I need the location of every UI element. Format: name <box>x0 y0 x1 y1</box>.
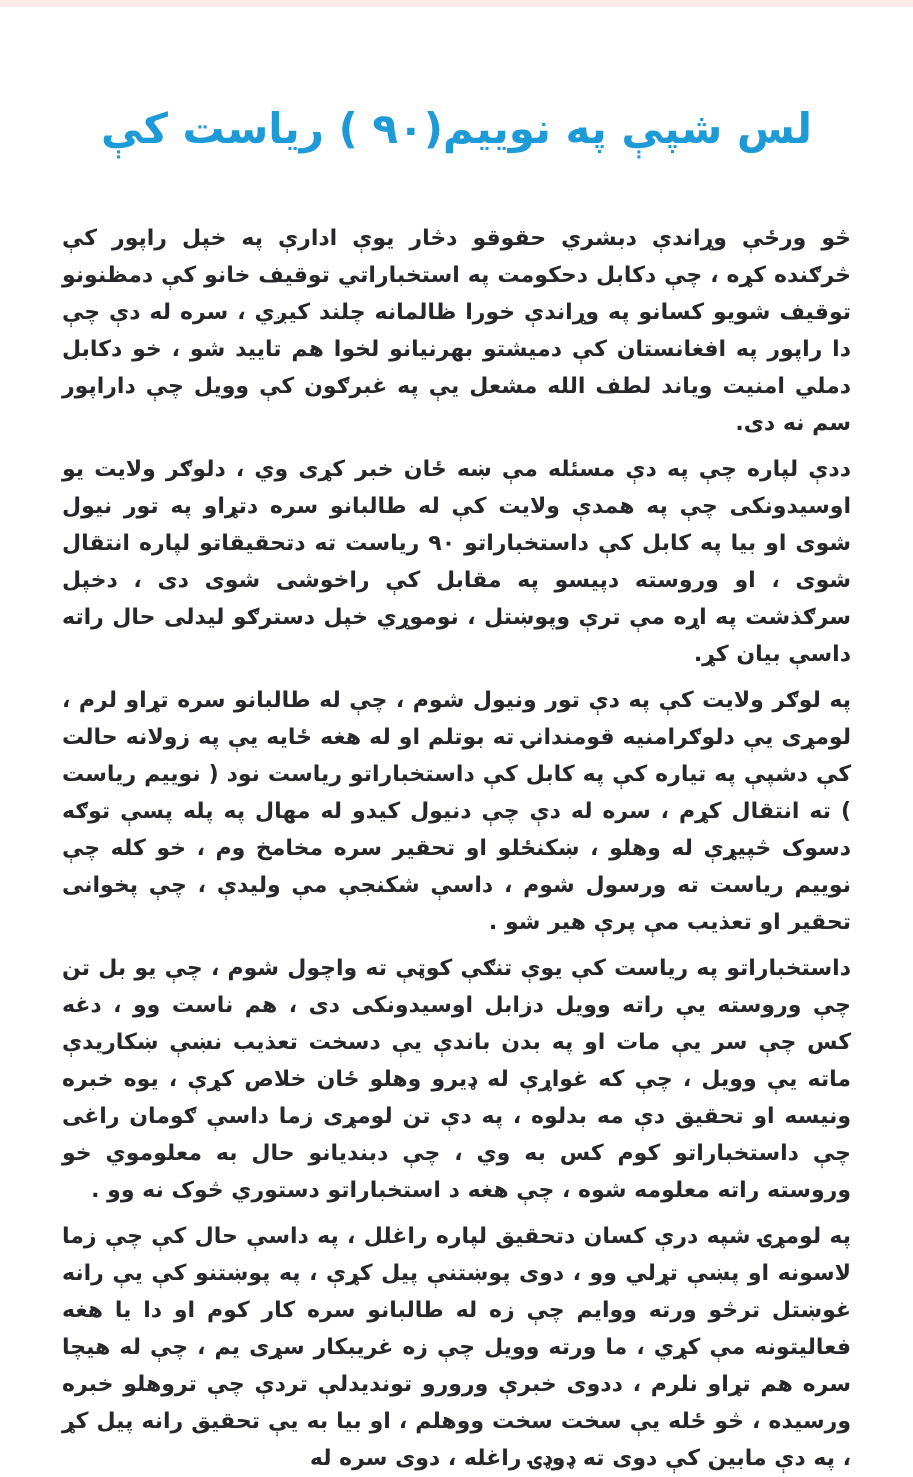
page-top-strip <box>0 0 913 7</box>
article-paragraph-2: ددې لپاره چې په دې مسئله مې ښه ځان خبر کړی وي ، دلوګر ولايت يو اوسيدونکی چې په همدې ولايت کې له طالبانو سره دتړاو په تور نيول شوی او بيا په کابل کې داستخباراتو ۹۰ رياست ته دتحقيقاتو لپاره انتقال شوی ، او وروسته دپيسو په مقابل کې راخوشی شوی دی ، دخپل سرګذشت په اړه مې ترې وپوښتل ، نوموړي خپل دسترګو ليدلی حال راته داسې بيان کړ. <box>62 456 851 667</box>
article-paragraph-5: په لومړۍ شپه درې کسان دتحقيق لپاره راغلل ، په داسې حال کې چې زما لاسونه او پښې تړلي وو ، دوی پوښتنې پيل کړې ، په پوښتنو کې يې رانه غوښتل ترڅو ورته ووايم چې زه له طالبانو سره کار کوم او دا يا هغه فعاليتونه مې کړي ، ما ورته وويل چې زه غريبکار سړی يم ، چې له هيچا سره هم تړاو نلرم ، ددوی خبرې ورورو تونديدلې تردې چې تروهلو خبره ورسيده ، څو ځله يې سخت سخت ووهلم ، او بيا به يې تحقيق رانه پيل کړ ، په دې مابين کې دوی ته ډوډۍ راغله ، دوی سره له <box>62 1223 851 1471</box>
article-paragraph-4: داستخباراتو په رياست کې يوې تنګې کوټې ته واچول شوم ، چې يو بل تن چې وروسته يې راته وويل دزابل اوسيدونکی دی ، هم ناست وو ، دغه کس چې سر يې مات او په بدن باندې يې دسخت تعذيب نښې ښکاريدې ماته يې وويل ، چې که غواړې له ډيرو وهلو ځان خلاص کړې ، يوه خبره ونيسه او تحقيق دې مه بدلوه ، په دې تن لومړی زما داسې ګومان راغی چې داستخباراتو کوم کس به وي ، چې دبنديانو حال به معلوموي خو وروسته راته معلومه شوه ، چې هغه د استخباراتو دستوري څوک نه وو . <box>62 955 851 1203</box>
article-body <box>0 220 913 1477</box>
article-paragraph-3: په لوګر ولايت کې په دې تور ونيول شوم ، چې له طالبانو سره تړاو لرم ، لومړی يې دلوګرامنيه قومندانۍ ته بوتلم او له هغه ځايه يې په زولانه حالت کې دشپې په تياره کې په کابل کې داستخباراتو رياست نود ( نوييم رياست ) ته انتقال کړم ، سره له دې چې دنيول کيدو له مهال په پله پسې توګه دسوک څپيړې له وهلو ، ښکنځلو او تحقير سره مخامخ وم ، خو کله چې نوييم رياست ته ورسول شوم ، داسې شکنجې مې وليدې ، چې پخوانی تحقير او تعذيب مې پرې هير شو . <box>62 687 851 935</box>
article-paragraph-1: څو ورځې وړاندې دبشري حقوقو دڅار يوې ادارې په خپل راپور کې څرګنده کړه ، چې دکابل دحکومت په استخباراتي توقيف خانو کې دمظنونو توقيف شويو کسانو په وړاندې خورا ظالمانه چلند کيږي ، سره له دې چې دا راپور په افغانستان کې دميشتو بهرنيانو لخوا هم تاييد شو ، خو دکابل دملي امنيت وياند لطف الله مشعل يې په غبرګون کې وويل چې داراپور سم نه دی. <box>62 225 851 436</box>
document-page <box>0 7 913 1471</box>
article-title: لس شپې په نوييم(۹۰ ) رياست کې <box>100 104 813 153</box>
